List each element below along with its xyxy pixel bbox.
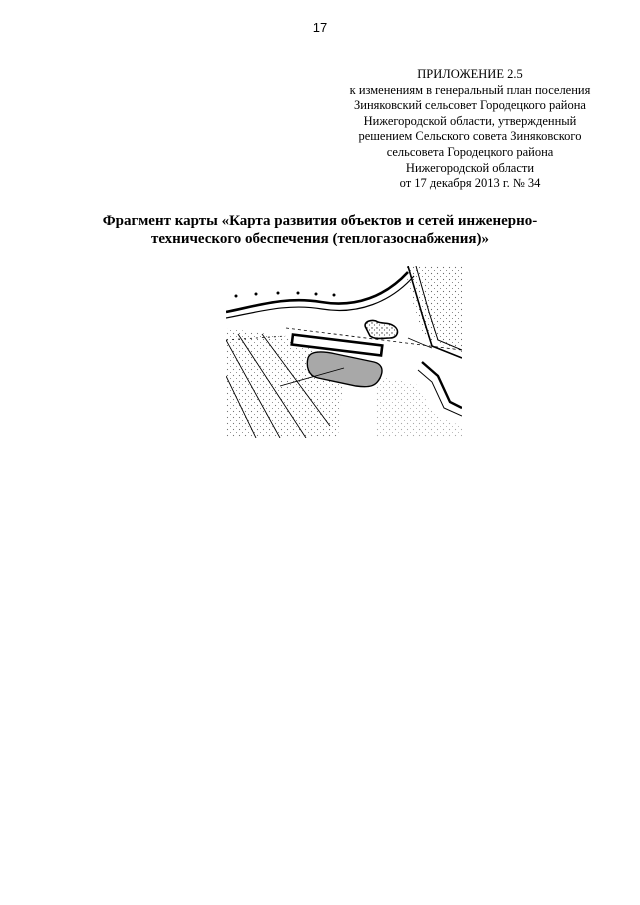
document-title-line: Фрагмент карты «Карта развития объектов и сетей инженерно- — [102, 213, 538, 229]
appendix-line: решением Сельского совета Зиняковского — [358, 129, 582, 144]
document-title-line: технического обеспечения (теплогазоснабжения)» — [150, 231, 490, 247]
map-fragment — [226, 266, 462, 438]
page-number: 17 — [312, 20, 328, 35]
appendix-title: ПРИЛОЖЕНИЕ 2.5 — [417, 67, 523, 81]
document-title — [40, 212, 600, 248]
appendix-line: Нижегородской области, утвержденный — [363, 113, 577, 128]
appendix-line: Нижегородской области — [405, 160, 535, 175]
appendix-line: сельсовета Городецкого района — [386, 144, 554, 159]
appendix-line: Зиняковский сельсовет Городецкого района — [354, 98, 586, 113]
appendix-header — [330, 67, 610, 192]
appendix-date-line: от 17 декабря 2013 г. № 34 — [399, 176, 541, 191]
appendix-line: к изменениям в генеральный план поселения — [349, 82, 591, 97]
